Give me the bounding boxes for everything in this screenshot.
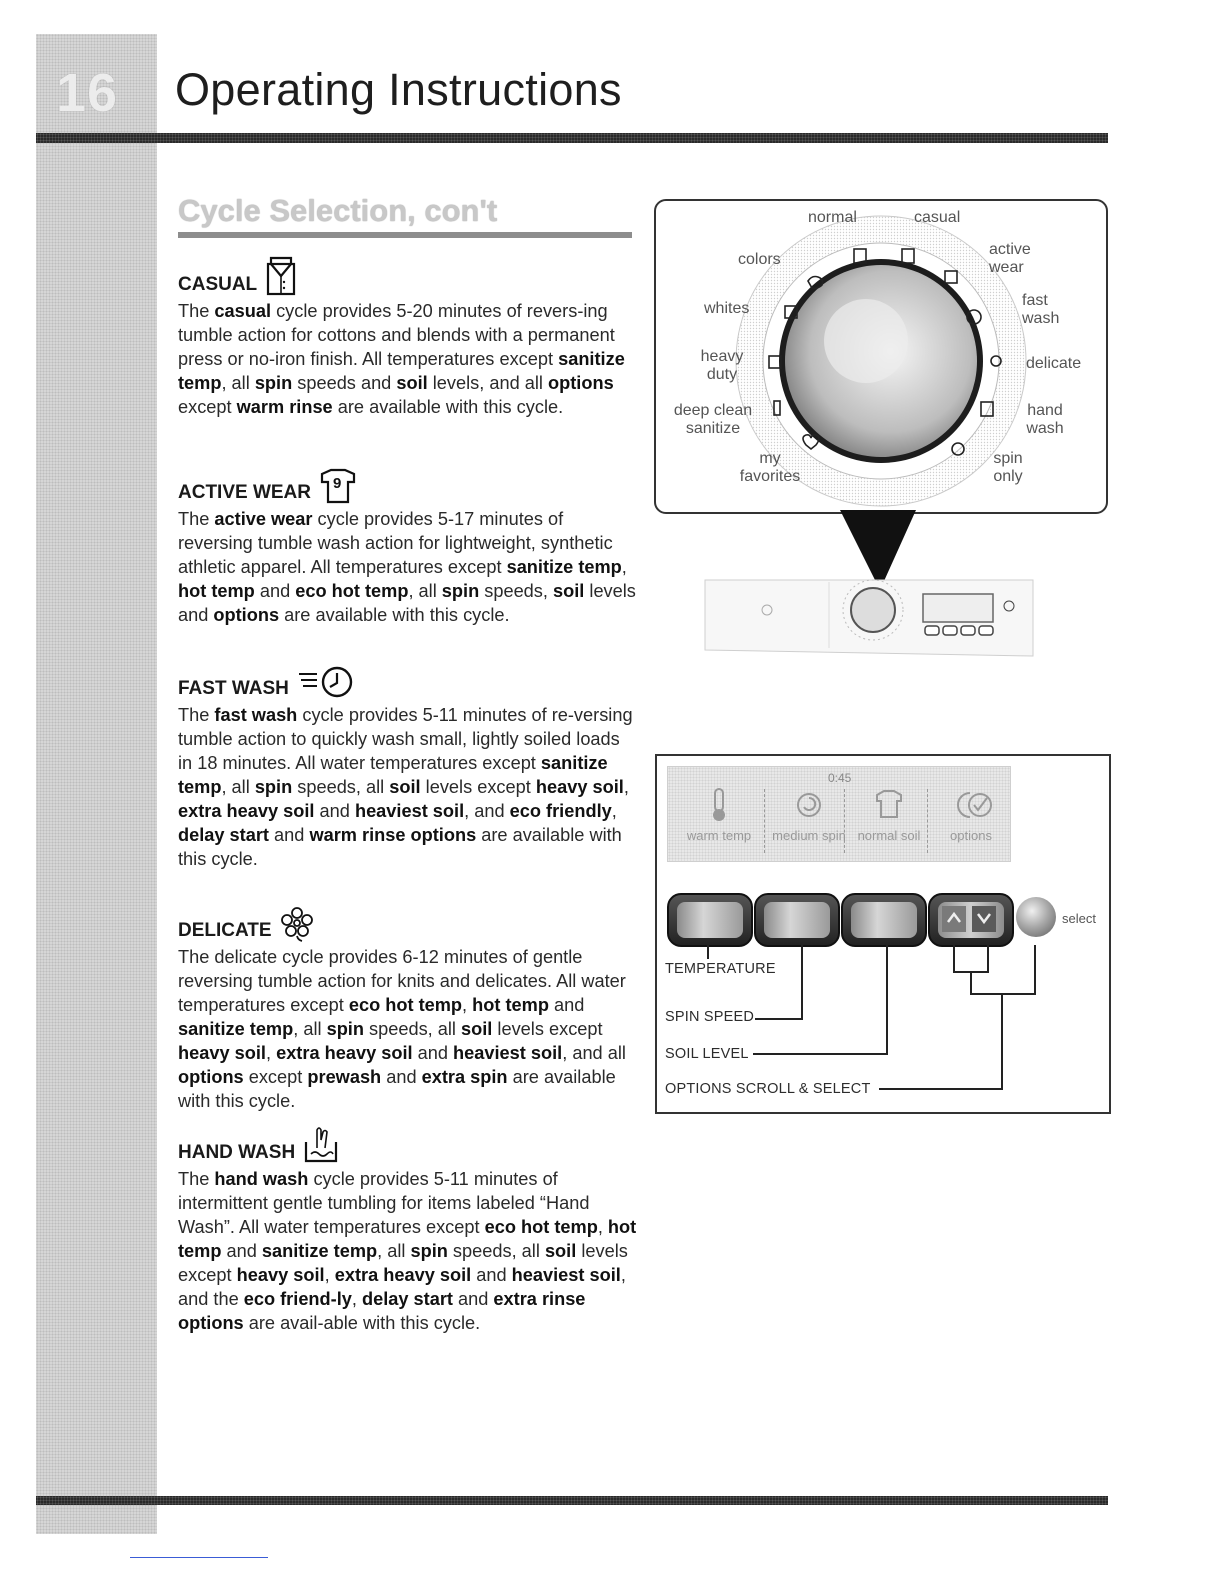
- spin-speed-callout: SPIN SPEED: [665, 1009, 755, 1025]
- page-sidebar: [36, 34, 157, 1534]
- cycle-name: ACTIVE WEAR: [178, 482, 311, 503]
- display-time: 0:45: [828, 771, 852, 785]
- cycle-name: HAND WASH: [178, 1142, 296, 1163]
- temperature-callout: TEMPERATURE: [665, 961, 776, 977]
- options-leader: [879, 1088, 1003, 1090]
- options-leader: [953, 945, 955, 973]
- cycle-hand-wash: [178, 1130, 638, 1335]
- jersey-icon: [319, 468, 357, 504]
- dial-label-normal: normal: [808, 209, 857, 226]
- washer-control-panel-photo: [703, 578, 1037, 658]
- dial-label-delicate: delicate: [1026, 355, 1082, 372]
- control-panel-box: [655, 754, 1111, 1114]
- temperature-button[interactable]: [667, 893, 753, 947]
- display-divider: [844, 789, 845, 853]
- display-segment-temperature: [678, 785, 760, 857]
- display-divider: [927, 789, 928, 853]
- header-rule: [36, 133, 1108, 143]
- options-leader: [1001, 993, 1003, 1090]
- spin-icon: [768, 785, 850, 825]
- spin-speed-leader: [755, 1018, 803, 1020]
- cycle-name: FAST WASH: [178, 678, 289, 699]
- options-leader: [970, 971, 972, 995]
- dial-label-fast-wash: fast wash: [1022, 292, 1060, 327]
- cycle-heading: [178, 1130, 638, 1164]
- display-segment-label: normal soil: [857, 828, 921, 843]
- options-callout: OPTIONS SCROLL & SELECT: [665, 1081, 871, 1097]
- spin-speed-button[interactable]: [754, 893, 840, 947]
- section-heading: Cycle Selection, con't: [178, 193, 498, 228]
- cycle-description: The hand wash cycle provides 5-11 minutes of intermittent gentle tumbling for items labeled “Hand Wash”. All water temperatures except eco hot temp, hot temp and sanitize temp, all spin speeds, all soil levels except heavy soil, extra heavy soil and heaviest soil, and the eco friend-ly, delay start and extra rinse options are avail-able with this cycle.: [178, 1169, 637, 1333]
- page-title: Operating Instructions: [175, 64, 622, 115]
- footer-link-underline: [130, 1557, 268, 1558]
- cycle-description: The casual cycle provides 5-20 minutes of revers-ing tumble action for cottons and blends with a permanent press or no-iron finish. All temperatures except sanitize temp, all spin speeds and soil levels, and all options except warm rinse are available with this cycle.: [178, 301, 625, 417]
- display-segment-spin: [768, 785, 850, 857]
- select-leader: [1034, 945, 1036, 995]
- cycle-active-wear: [178, 470, 638, 627]
- cycle-description: The delicate cycle provides 6-12 minutes of gentle reversing tumble action for knits and delicates. All water temperatures except eco hot temp, hot temp and sanitize temp, all spin speeds, all soil levels except heavy soil, extra heavy soil and heaviest soil, and all options except prewash and extra spin are available with this cycle.: [178, 947, 626, 1111]
- display-segment-label: options: [950, 828, 992, 843]
- options-leader: [970, 993, 1036, 995]
- cycle-delicate: [178, 908, 638, 1113]
- options-leader: [987, 945, 989, 973]
- page-number: 16: [56, 63, 119, 123]
- cycle-heading: [178, 470, 638, 504]
- flower-icon: [280, 906, 314, 942]
- cycle-name: CASUAL: [178, 274, 258, 295]
- dial-label-colors: colors: [738, 251, 781, 268]
- dial-label-active-wear: active wear: [989, 241, 1031, 276]
- cycle-fast-wash: [178, 666, 638, 871]
- display-segment-label: warm temp: [686, 828, 752, 843]
- dial-label-whites: whites: [704, 300, 750, 317]
- fast-clock-icon: [297, 664, 359, 700]
- soil-level-button[interactable]: [841, 893, 927, 947]
- options-check-icon: [930, 785, 1012, 825]
- cycle-casual: [178, 262, 638, 419]
- shirt-collar-icon: [265, 256, 297, 296]
- cycle-description: The fast wash cycle provides 5-11 minutes of re-versing tumble action to quickly wash small, lightly soiled loads in 18 minutes. All water temperatures except sanitize temp, all spin speeds, all soil levels except heavy soil, extra heavy soil and heaviest soil, and eco friendly, delay start and warm rinse options are available with this cycle.: [178, 705, 633, 869]
- temperature-leader: [707, 945, 709, 959]
- hand-basin-icon: [303, 1124, 339, 1164]
- display-segment-options: [930, 785, 1012, 857]
- soil-level-callout: SOIL LEVEL: [665, 1046, 749, 1062]
- section-underline: [178, 232, 632, 238]
- spin-speed-leader: [801, 945, 803, 1020]
- dial-label-casual: casual: [914, 209, 961, 226]
- shirt-icon: [848, 785, 930, 825]
- cycle-dial-panel: [654, 199, 1108, 514]
- select-button[interactable]: [1016, 897, 1056, 937]
- select-label: select: [1062, 911, 1096, 926]
- cycle-name: DELICATE: [178, 920, 272, 941]
- display-segment-soil: [848, 785, 930, 857]
- soil-level-leader: [886, 945, 888, 1055]
- cycle-heading: [178, 666, 638, 700]
- cycle-heading: [178, 262, 638, 296]
- display-divider: [764, 789, 765, 853]
- footer-rule: [36, 1496, 1108, 1505]
- dial-label-hand-wash: hand wash: [1026, 402, 1064, 437]
- cycle-description: The active wear cycle provides 5-17 minutes of reversing tumble wash action for lightweight, synthetic athletic apparel. All temperatures except sanitize temp, hot temp and eco hot temp, all spin speeds, soil levels and options are available with this cycle.: [178, 509, 636, 625]
- cycle-heading: [178, 908, 638, 942]
- display-strip: [667, 766, 1011, 862]
- display-segment-label: medium spin: [772, 828, 846, 843]
- dial-label-deep-clean-sanitize: deep clean sanitize: [673, 402, 753, 437]
- dial-label-spin-only: spin only: [993, 450, 1023, 485]
- svg-text:9: 9: [333, 475, 342, 492]
- thermometer-icon: [678, 785, 760, 825]
- dial-label-my-favorites: my favorites: [739, 450, 801, 485]
- options-scroll-button[interactable]: [928, 893, 1014, 947]
- soil-level-leader: [753, 1053, 888, 1055]
- dial-label-heavy-duty: heavy duty: [700, 348, 744, 383]
